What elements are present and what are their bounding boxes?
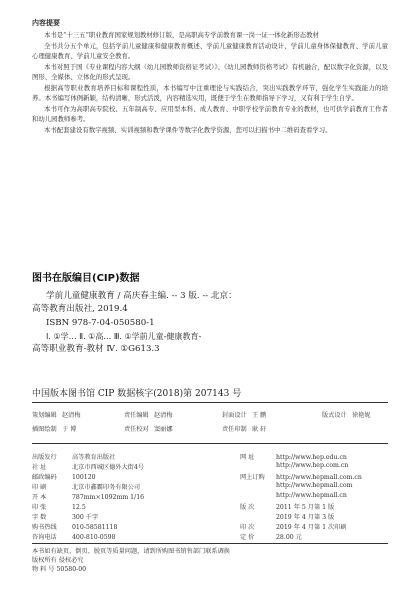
credit-item: 版式设计 徐艳妮: [322, 412, 371, 419]
summary-paragraph: 本书是“十三五”职业教育国家规划教材修订版，是高职高专学前教育课一岗一证一体化新形态教材: [44, 30, 319, 39]
pub-item: 咨询电话 400-810-0598: [32, 534, 116, 541]
pub-item: 出版发行 高等教育出版社: [32, 454, 116, 461]
website-link: http://www.hepmall.cn: [276, 492, 347, 499]
website-link: http://www.hepmall.com.cn: [276, 474, 362, 481]
pub-item: 印 次 2019 年 4 月第 1 次印刷: [240, 524, 347, 531]
pub-item: 社 址 北京市西城区德外大街4号: [32, 464, 144, 471]
copyright-notes: [32, 547, 230, 574]
summary-paragraph: 根据高等职业教育培养目标和课程性质，本书编写中注重理论与实践结合，突出实践教学环节，强化学生实践能力的培养。本书编写体例新颖，结构清晰，形式活泼，内容精选实用，既便于学生在教师指导下学习，又有利于学生自学。: [32, 84, 388, 102]
pub-item: 定 价 28.00 元: [240, 534, 302, 541]
credit-item: 策划编辑 赵清梅: [32, 412, 81, 419]
credit-item: 责任校对 窦丽娜: [124, 426, 173, 433]
cip-line: 高等职业教育-教材 Ⅳ. ①G613.3: [32, 344, 160, 355]
divider: [32, 543, 388, 544]
cip-isbn: ISBN 978-7-04-050580-1: [46, 317, 155, 328]
summary-paragraph: 本书可作为高职高专院校、五年制高专、应用型本科、成人教育、中职学校学前教育专业的教材，也可供学前教育工作者和幼儿园教师参考。: [32, 105, 388, 123]
pub-item: 网上订购 http://www.hepmall.com.cn: [240, 474, 362, 481]
divider: [32, 402, 388, 403]
pub-item: 邮政编码 100120: [32, 474, 96, 481]
pub-item: [240, 492, 347, 499]
pub-item: 网 址 http://www.hep.edu.cn: [240, 454, 347, 461]
cip-line: 学前儿童健康教育 / 高庆春主编. -- 3 版. -- 北京：: [46, 291, 237, 301]
pub-item: 购书热线 010-58581118: [32, 524, 118, 531]
notes-line: 物 料 号 50580-00: [32, 566, 87, 573]
pub-item: 2019 年 4 月第 3 版: [276, 514, 335, 521]
cip-line: Ⅰ. ①学… Ⅱ. ①高… Ⅲ. ①学前儿童-健康教育-: [46, 331, 202, 341]
cip-title: 图书在版编目(CIP)数据: [32, 273, 140, 284]
cip-data-number: 中国版本图书馆 CIP 数据核字(2018)第 207143 号: [32, 389, 242, 399]
summary-paragraph: 全书共分五个单元，包括学前儿童健康和健康教育概述、学前儿童健康教育活动设计、学前儿童身体保健教育、学前儿童心理健康教育、学前儿童安全教育。: [32, 42, 388, 60]
summary-paragraph: 本书配套建设有数字视频、实训视频和教学课件等数字化教学资源，您可以扫描书中二维码查看学习。: [44, 126, 332, 134]
notes-line: 版权所有 侵权必究: [32, 557, 84, 564]
notes-line: 本书如有缺页、倒页、脱页等质量问题，请到所购图书销售部门联系调换: [32, 548, 230, 555]
pub-item: 印 刷 北京市鑫霸印务有限公司: [32, 484, 141, 491]
pub-item: 版 次 2011 年 5 月第 1 版: [240, 504, 335, 511]
pub-item: 开 本 787mm×1092mm 1/16: [32, 494, 145, 501]
pub-item: 印 张 12.5: [32, 504, 86, 511]
summary-paragraph: 本书对照于国《专业课程内容大纲（幼儿园教师资格证考试）》、《幼儿园教师资格考试》有机融合，配以数字化资源，以及图形、全媒体、立体化的形式呈现。: [32, 63, 388, 81]
pub-item: [240, 482, 352, 489]
website-link: http://www.hep.edu.cn: [276, 454, 347, 461]
summary-heading: 内容提要: [32, 18, 60, 27]
pub-item: [240, 462, 348, 469]
website-link: http://www.hepmall.com: [276, 482, 353, 489]
credit-item: 插图绘制 于 博: [32, 426, 77, 433]
pub-item: 字 数 300 千字: [32, 514, 99, 521]
credit-item: 封面设计 王 鹏: [222, 412, 267, 419]
website-link: http://www.hep.com.cn: [276, 462, 349, 469]
credit-item: 责任印制 耿 轩: [222, 426, 267, 433]
divider: [32, 443, 388, 444]
credit-item: 责任编辑 赵清梅: [124, 412, 173, 419]
content-summary: [32, 18, 388, 138]
cip-line: 高等教育出版社, 2019.4: [32, 304, 128, 315]
cip-record-block: [32, 290, 392, 356]
